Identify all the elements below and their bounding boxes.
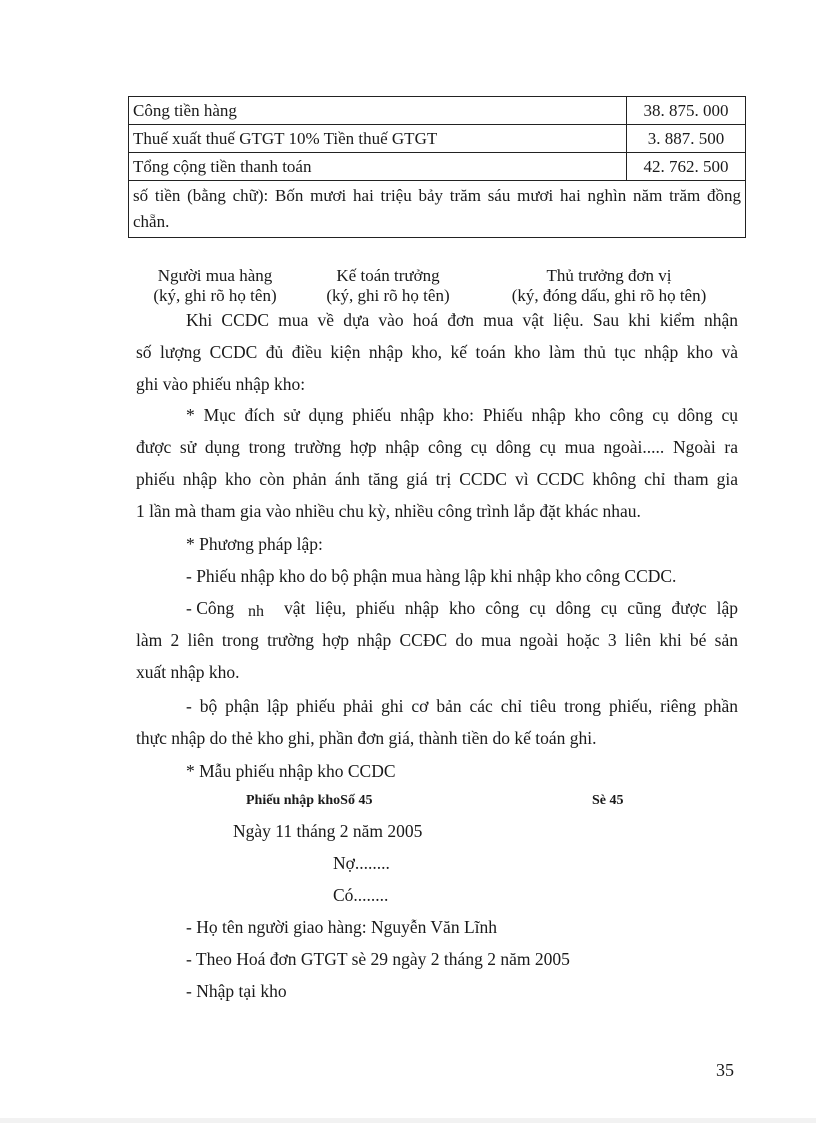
form-invoice: - Theo Hoá đơn GTGT sè 29 ngày 2 tháng 2 năm 2005 [186, 949, 570, 969]
signature-note: (ký, ghi rõ họ tên) [326, 286, 450, 305]
paragraph-line: xuất nhập kho. [136, 662, 240, 682]
paragraph-line: vật liệu, phiếu nhập kho công cụ dông cụ cũng được lập [284, 598, 738, 618]
paragraph-line: số lượng CCDC đủ điều kiện nhập kho, kế toán kho làm thủ tục nhập kho và [136, 342, 738, 362]
paragraph-line: làm 2 liên trong trường hợp nhập CCĐC do mua ngoài hoặc 3 liên khi bé sản [136, 630, 738, 650]
table-row [129, 181, 746, 238]
paragraph-line: Khi CCDC mua về dựa vào hoá đơn mua vật liệu. Sau khi kiểm nhận [186, 310, 738, 330]
paragraph-line: - bộ phận lập phiếu phải ghi cơ bản các chỉ tiêu trong phiếu, riêng phần [186, 696, 738, 716]
amount-in-words: số tiền (bằng chữ): Bốn mươi hai triệu bảy trăm sáu mươi hai nghìn năm trăm đồng chẵn. [129, 181, 746, 238]
form-debit: Nợ........ [333, 853, 390, 873]
paragraph-line: * Phương pháp lập: [186, 534, 323, 554]
paragraph-line: thực nhập do thẻ kho ghi, phần đơn giá, thành tiền do kế toán ghi. [136, 728, 597, 748]
stray-fragment: nh [248, 603, 264, 620]
signature-title: Người mua hàng [157, 266, 273, 285]
form-credit: Có........ [333, 885, 389, 905]
form-date: Ngày 11 tháng 2 năm 2005 [233, 821, 423, 841]
table-row [129, 125, 746, 153]
paragraph-line: * Mẫu phiếu nhập kho CCDC [186, 761, 396, 781]
signature-note: (ký, ghi rõ họ tên) [153, 286, 277, 305]
page-number: 35 [716, 1060, 734, 1080]
form-warehouse: - Nhập tại kho [186, 981, 287, 1001]
row-label: Công tiền hàng [129, 97, 627, 125]
signature-chief-accountant [312, 266, 464, 306]
paragraph-line: - Công [186, 598, 235, 618]
signature-title: Kế toán trưởng [336, 266, 440, 285]
table-row [129, 153, 746, 181]
row-label: Tổng cộng tiền thanh toán [129, 153, 627, 181]
table-row [129, 97, 746, 125]
form-number: Sè 45 [592, 793, 624, 808]
paragraph-line: 1 lần mà tham gia vào nhiều chu kỳ, nhiều công trình lắp đặt khác nhau. [136, 501, 641, 521]
paragraph-line: - Phiếu nhập kho do bộ phận mua hàng lập khi nhập kho công CCDC. [186, 566, 677, 586]
page-bottom-edge [0, 1118, 816, 1123]
totals-table [128, 96, 746, 238]
paragraph-line: * Mục đích sử dụng phiếu nhập kho: Phiếu nhập kho công cụ dông cụ [186, 405, 738, 425]
row-amount: 42. 762. 500 [627, 153, 746, 181]
paragraph-line: ghi vào phiếu nhập kho: [136, 374, 306, 394]
paragraph-line: phiếu nhập kho còn phản ánh tăng giá trị CCDC vì CCDC không chỉ tham gia [136, 469, 738, 489]
form-deliverer: - Họ tên người giao hàng: Nguyễn Văn Lĩnh [186, 917, 498, 937]
signature-buyer [140, 266, 290, 306]
row-amount: 38. 875. 000 [627, 97, 746, 125]
paragraph-line: được sử dụng trong trường hợp nhập công cụ dông cụ mua ngoài..... Ngoài ra [136, 437, 738, 457]
signature-note: (ký, đóng dấu, ghi rõ họ tên) [511, 286, 707, 305]
row-amount: 3. 887. 500 [627, 125, 746, 153]
form-title: Phiếu nhập khoSố 45 [246, 793, 373, 808]
row-label: Thuế xuất thuế GTGT 10% Tiền thuế GTGT [129, 125, 627, 153]
signature-director [494, 266, 724, 306]
signature-title: Thủ trưởng đơn vị [546, 266, 672, 285]
